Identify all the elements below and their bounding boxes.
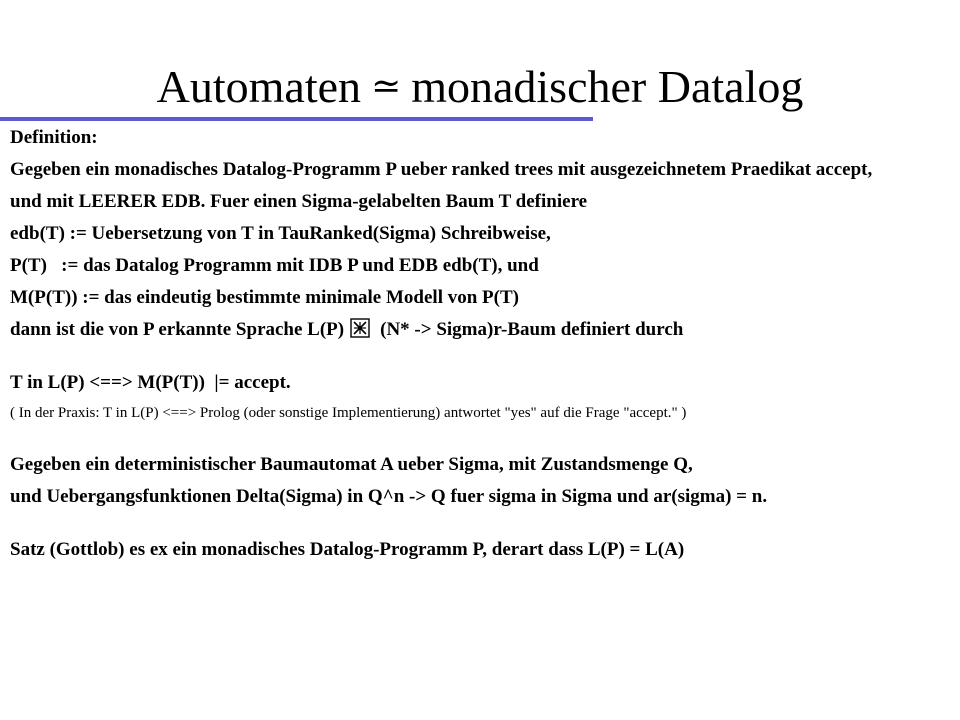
language-definition-start: dann ist die von P erkannte Sprache L(P)	[10, 319, 345, 340]
body-paragraph: Gegeben ein deterministischer Baumautomat A ueber Sigma, mit Zustandsmenge Q,	[10, 454, 693, 475]
title-underline	[0, 117, 593, 121]
body-paragraph: M(P(T)) := das eindeutig bestimmte minimale Modell von P(T)	[10, 287, 519, 308]
body-paragraph	[10, 316, 955, 343]
theorem-statement: Satz (Gottlob) es ex ein monadisches Datalog-Programm P, derart dass L(P) = L(A)	[10, 539, 685, 560]
title-text-end: monadischer Datalog	[411, 61, 804, 112]
body-paragraph: P(T) := das Datalog Programm mit IDB P und EDB edb(T), und	[10, 255, 539, 276]
title-text-start: Automaten	[156, 61, 362, 112]
element-of-glyph-icon	[350, 318, 370, 338]
body-paragraph: und Uebergangsfunktionen Delta(Sigma) in Q^n -> Q fuer sigma in Sigma und ar(sigma) = n.	[10, 486, 768, 507]
slide-title	[0, 58, 960, 115]
body-paragraph: und mit LEERER EDB. Fuer einen Sigma-gelabelten Baum T definiere	[10, 191, 588, 212]
body-paragraph: Gegeben ein monadisches Datalog-Programm P ueber ranked trees mit ausgezeichnetem Praedikat accept,	[10, 159, 873, 180]
practice-note: ( In der Praxis: T in L(P) <==> Prolog (oder sonstige Implementierung) antwortet "yes" auf die Frage "accept." )	[10, 405, 687, 421]
language-definition-end: (N* -> Sigma)r-Baum definiert durch	[380, 319, 684, 340]
body-paragraph: edb(T) := Uebersetzung von T in TauRanked(Sigma) Schreibweise,	[10, 223, 551, 244]
slide-body	[10, 124, 955, 568]
definition-label: Definition:	[10, 127, 98, 148]
title-symbol: ≃	[371, 66, 402, 106]
membership-rule: T in L(P) <==> M(P(T)) |= accept.	[10, 372, 291, 393]
